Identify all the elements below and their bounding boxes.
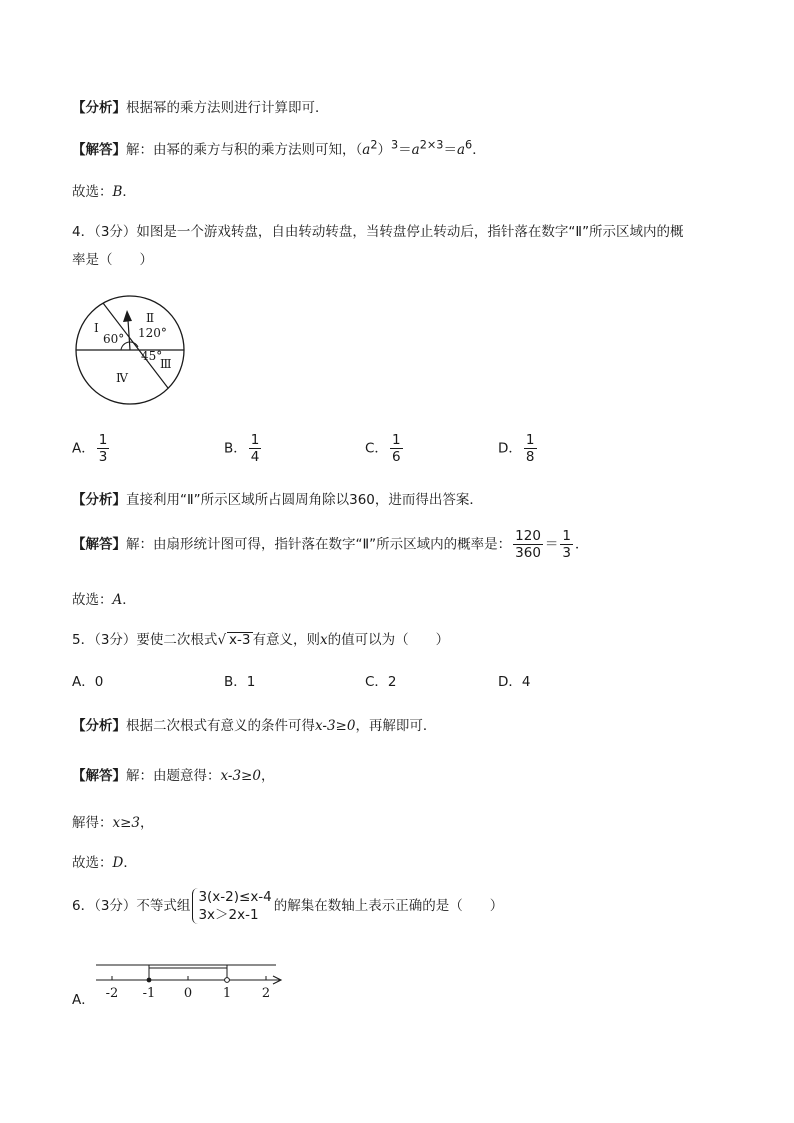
base-a: a bbox=[411, 142, 420, 158]
tick-label: -1 bbox=[142, 986, 156, 1001]
q5-option-d: D．4 bbox=[498, 674, 531, 690]
period: ． bbox=[472, 142, 486, 158]
exponent: 2 bbox=[370, 138, 378, 152]
q4-analysis bbox=[72, 488, 483, 508]
q6-stem bbox=[72, 888, 503, 924]
tick-label: -2 bbox=[105, 986, 119, 1001]
choice-letter: A bbox=[112, 592, 123, 608]
numerator: 1 bbox=[391, 432, 401, 448]
inequality-system bbox=[192, 888, 271, 924]
stem-pre: 5．（3分）要使二次根式 bbox=[72, 632, 218, 648]
denominator: 8 bbox=[525, 449, 535, 466]
equals: ＝ bbox=[398, 142, 412, 158]
equals: ＝ bbox=[544, 536, 559, 553]
option-letter: C． bbox=[365, 440, 388, 457]
denominator: 360 bbox=[515, 545, 541, 562]
choice-end: ． bbox=[123, 855, 137, 871]
answer-tag: 【解答】 bbox=[72, 768, 126, 784]
analysis-expr: x-3≥0 bbox=[315, 718, 356, 734]
analysis-text: 根据二次根式有意义的条件可得 bbox=[126, 718, 315, 734]
stem-post: 的值可以为（ ） bbox=[327, 632, 450, 648]
answer-end: ， bbox=[260, 768, 275, 784]
region-label-iv: Ⅳ bbox=[116, 371, 128, 385]
answer-text: 解：由扇形统计图可得，指针落在数字“Ⅱ”所示区域内的概率是： bbox=[126, 536, 512, 553]
option-fraction bbox=[97, 432, 110, 465]
q5-option-a: A．0 bbox=[72, 674, 104, 690]
q4-option-a bbox=[72, 432, 111, 465]
region-label-ii: Ⅱ bbox=[146, 311, 155, 325]
stem-post: 的解集在数轴上表示正确的是（ ） bbox=[273, 898, 504, 915]
period: ． bbox=[575, 536, 589, 553]
option-fraction bbox=[390, 432, 403, 465]
q5-option-c: C．2 bbox=[365, 674, 397, 690]
answer-text: 解：由幂的乘方与积的乘方法则可知，（ bbox=[126, 142, 363, 158]
q4-answer bbox=[72, 528, 589, 561]
tick-label: 2 bbox=[261, 986, 271, 1001]
solve-expr: x≥3 bbox=[112, 815, 141, 831]
q5-option-b: B．1 bbox=[224, 674, 256, 690]
q4-stem-line1: 4．（3分）如图是一个游戏转盘，自由转动转盘，当转盘停止转动后，指针落在数字“Ⅱ”所示区域内的概 bbox=[72, 224, 684, 240]
base-a: a bbox=[362, 142, 371, 158]
spinner-figure bbox=[72, 292, 192, 412]
q5-choice bbox=[72, 851, 137, 871]
q3-analysis bbox=[72, 96, 329, 116]
analysis-end: ，再解即可． bbox=[355, 718, 437, 734]
q5-answer bbox=[72, 764, 274, 784]
answer-expr: x-3≥0 bbox=[220, 768, 261, 784]
region-label-i: Ⅰ bbox=[94, 321, 99, 335]
numerator: 1 bbox=[525, 432, 535, 448]
denominator: 3 bbox=[562, 545, 572, 562]
option-letter: A． bbox=[72, 440, 95, 457]
base-a: a bbox=[456, 142, 466, 158]
exponent: 2×3 bbox=[419, 138, 444, 152]
numerator: 1 bbox=[562, 528, 572, 544]
angle-label-45: 45° bbox=[141, 349, 163, 363]
exponent: 6 bbox=[465, 138, 473, 152]
angle-label-120: 120° bbox=[138, 326, 167, 340]
choice-prefix: 故选： bbox=[72, 184, 113, 200]
inequality-1: 3(x-2)≤x-4 bbox=[198, 889, 272, 905]
q4-stem-line2: 率是（ ） bbox=[72, 252, 153, 268]
denominator: 3 bbox=[98, 449, 108, 466]
stem-mid: 有意义，则 bbox=[252, 632, 320, 648]
open-dot bbox=[225, 978, 230, 983]
q4-option-d bbox=[498, 432, 539, 465]
choice-letter: D bbox=[112, 855, 124, 871]
tick-label: 1 bbox=[222, 986, 232, 1001]
q4-choice bbox=[72, 588, 136, 608]
denominator: 6 bbox=[391, 449, 401, 466]
choice-letter: B bbox=[112, 184, 123, 200]
analysis-text: 直接利用“Ⅱ”所示区域所占圆周角除以360，进而得出答案． bbox=[126, 492, 483, 508]
answer-fraction-1 bbox=[513, 528, 543, 561]
closed-dot bbox=[147, 978, 152, 983]
q5-analysis bbox=[72, 714, 436, 734]
answer-text: 解：由题意得： bbox=[126, 768, 221, 784]
choice-end: ． bbox=[122, 184, 136, 200]
radicand: x-3 bbox=[229, 632, 251, 648]
answer-tag: 【解答】 bbox=[72, 142, 126, 158]
analysis-tag: 【分析】 bbox=[72, 492, 126, 508]
numerator: 1 bbox=[250, 432, 260, 448]
numerator: 120 bbox=[515, 528, 541, 544]
answer-tag: 【解答】 bbox=[72, 536, 126, 553]
region-label-iii: Ⅲ bbox=[160, 357, 172, 371]
option-fraction bbox=[249, 432, 262, 465]
q3-choice bbox=[72, 180, 136, 200]
pointer-shaft bbox=[128, 320, 130, 350]
pointer-arrow-icon bbox=[123, 310, 132, 322]
stem-pre: 6．（3分）不等式组 bbox=[72, 898, 191, 915]
paren-close: ） bbox=[377, 142, 391, 158]
solve-end: ， bbox=[140, 815, 154, 831]
tick-label: 0 bbox=[183, 986, 193, 1001]
denominator: 4 bbox=[250, 449, 260, 466]
answer-fraction-2 bbox=[560, 528, 573, 561]
q6-option-a-letter: A． bbox=[72, 992, 95, 1008]
option-letter: D． bbox=[498, 440, 522, 457]
q4-option-c bbox=[365, 432, 405, 465]
exponent: 3 bbox=[390, 138, 399, 152]
analysis-tag: 【分析】 bbox=[72, 718, 126, 734]
q4-option-b bbox=[224, 432, 263, 465]
choice-prefix: 故选： bbox=[72, 855, 113, 871]
option-fraction bbox=[524, 432, 537, 465]
variable-x: x bbox=[320, 632, 328, 648]
numerator: 1 bbox=[98, 432, 108, 448]
angle-label-60: 60° bbox=[103, 332, 125, 346]
number-line-figure bbox=[92, 952, 292, 1002]
q5-stem bbox=[72, 628, 449, 648]
equals: ＝ bbox=[443, 142, 457, 158]
inequality-2: 3x＞2x-1 bbox=[198, 907, 259, 924]
analysis-text: 根据幂的乘方法则进行计算即可． bbox=[126, 100, 329, 116]
choice-prefix: 故选： bbox=[72, 592, 113, 608]
sqrt-sign: √ bbox=[217, 632, 227, 648]
analysis-tag: 【分析】 bbox=[72, 100, 126, 116]
q5-solve bbox=[72, 811, 154, 831]
option-letter: B． bbox=[224, 440, 247, 457]
solve-prefix: 解得： bbox=[72, 815, 113, 831]
choice-end: ． bbox=[122, 592, 136, 608]
q3-answer bbox=[72, 138, 486, 158]
